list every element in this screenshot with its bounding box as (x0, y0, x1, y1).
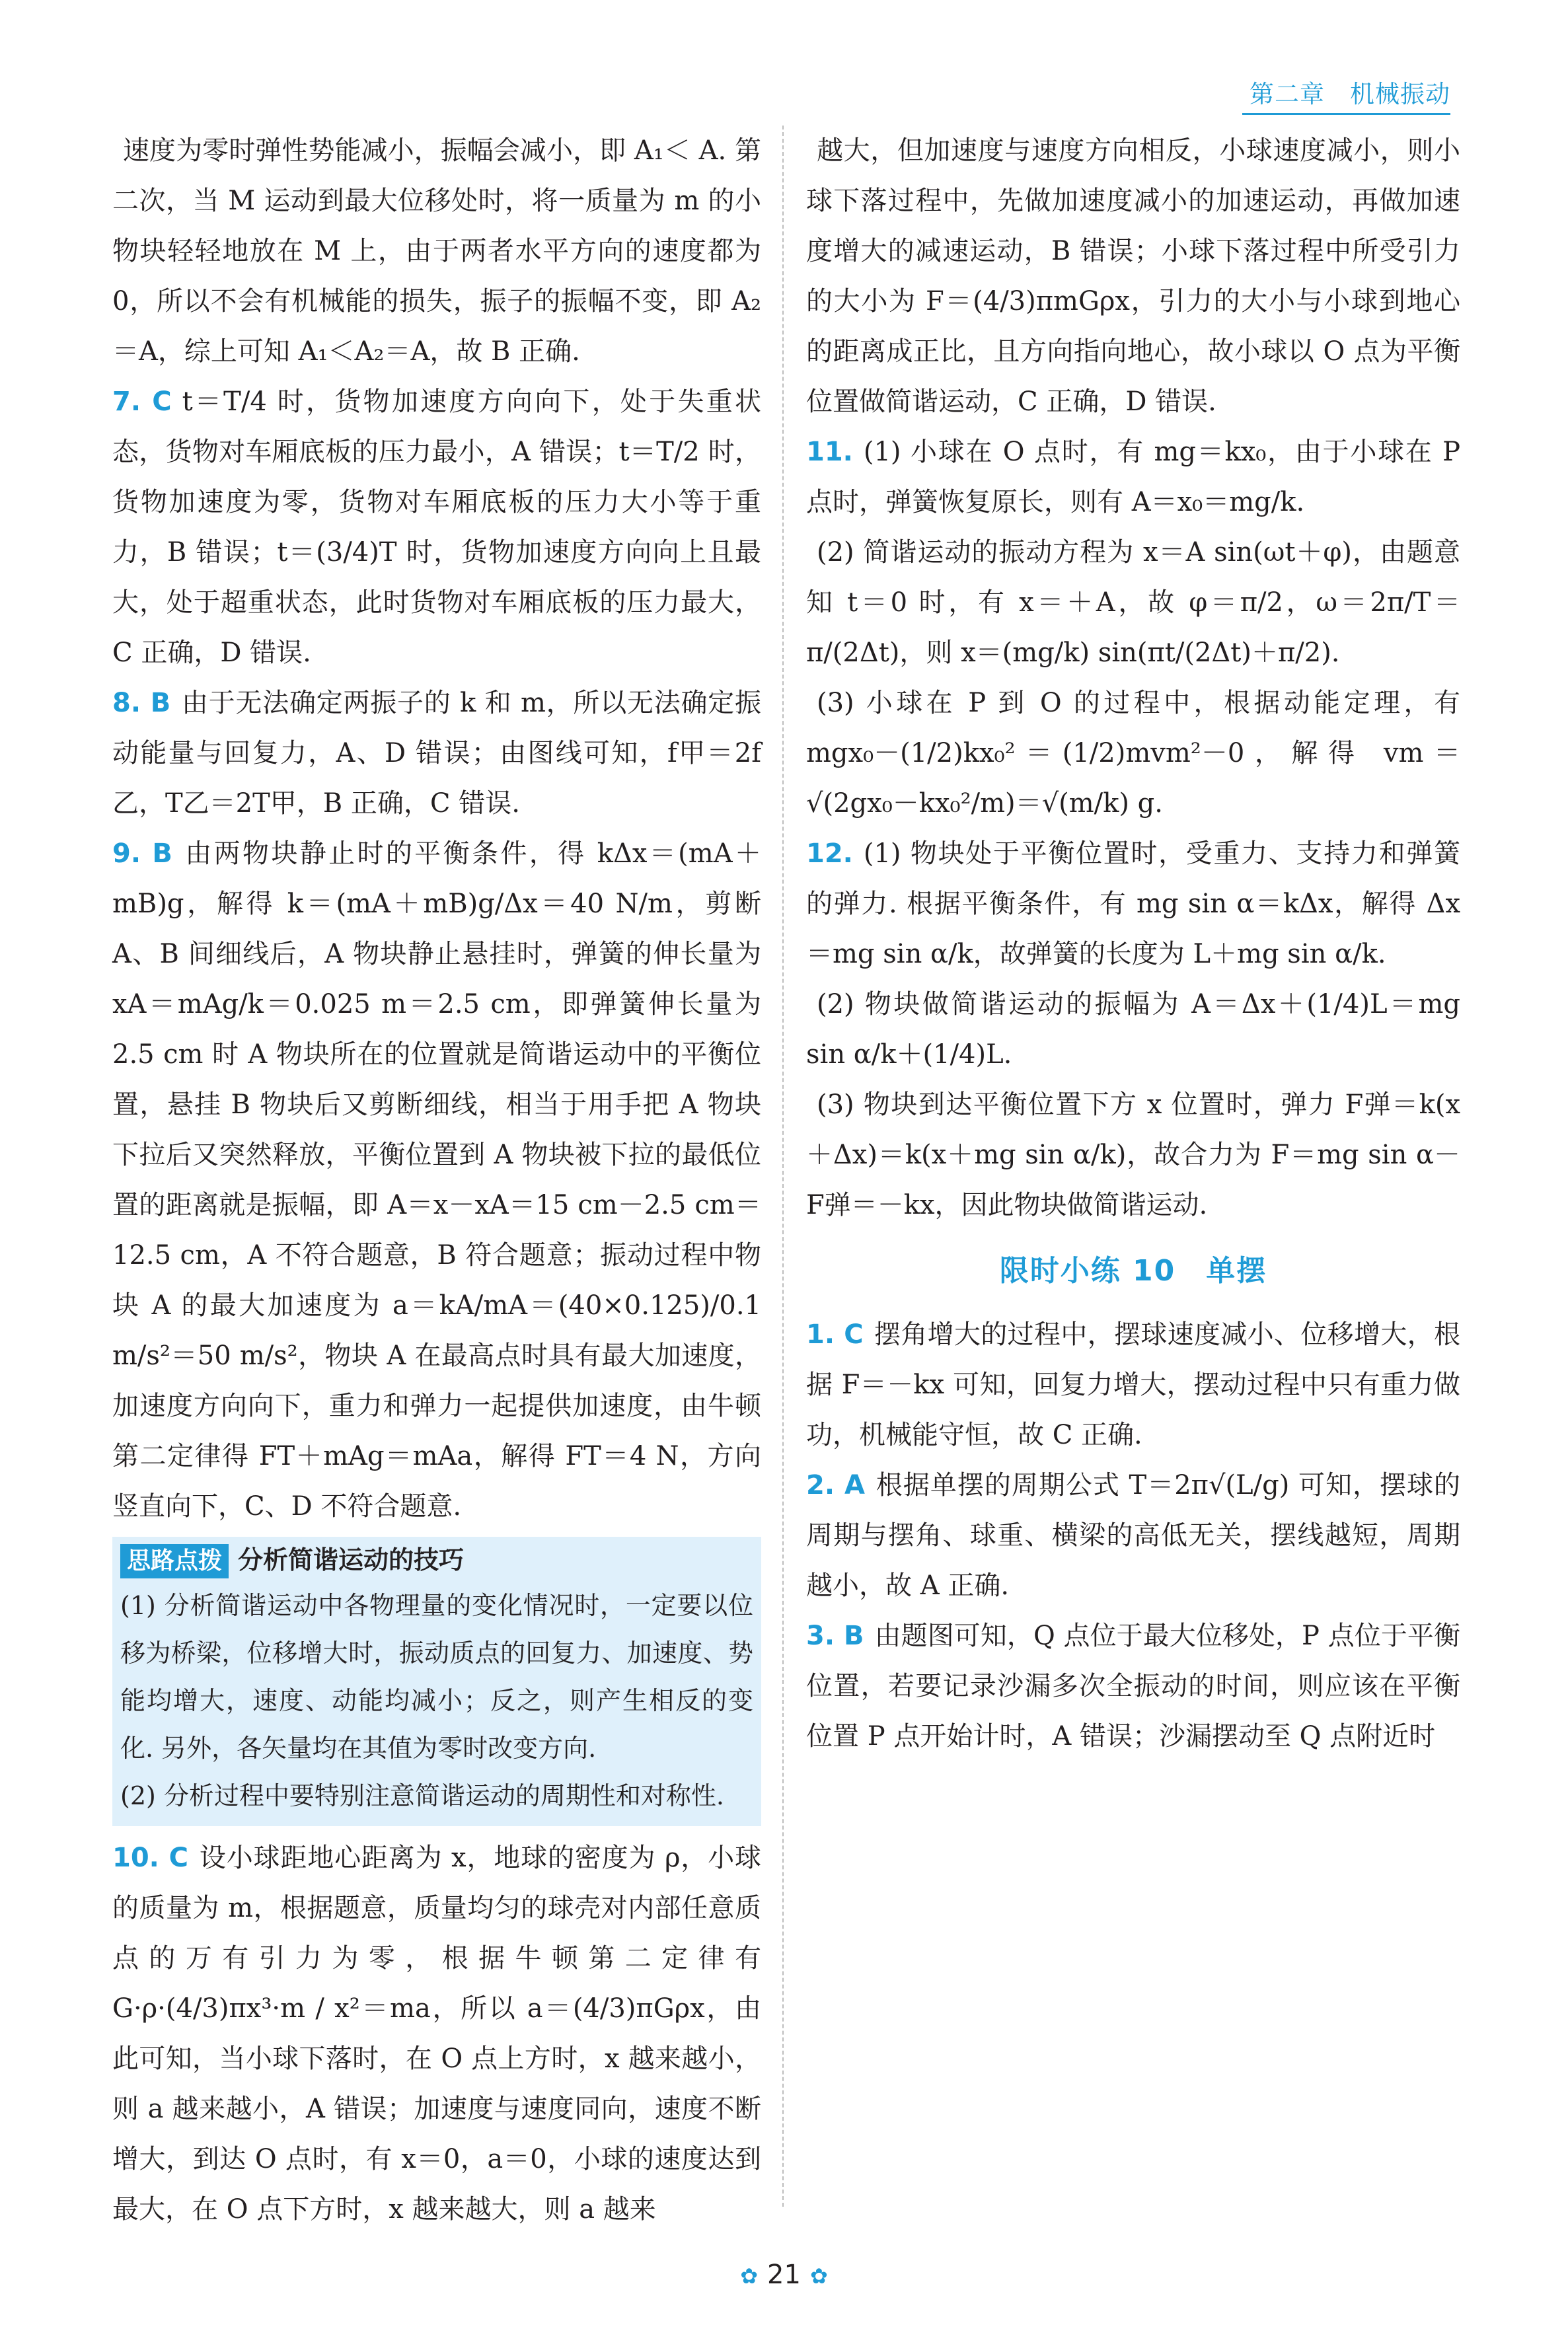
answer-7: 7. C t＝T/4 时，货物加速度方向向下，处于失重状态，货物对车厢底板的压力最小，A 错误；t＝T/2 时，货物加速度为零，货物对车厢底板的压力大小等于重力，B 错误；t＝(3/4)T 时，货物加速度方向向上且最大，处于超重状态，此时货物对车厢底板的压力最大，C 正确，D 错误. (112, 387, 761, 668)
right-column (806, 126, 1460, 1761)
tip-tag: 思路点拨 (120, 1544, 229, 1578)
page-footer (0, 2260, 1568, 2290)
answer-paragraph: 速度为零时弹性势能减小，振幅会减小，即 A₁＜ A. 第二次，当 M 运动到最大位移处时，将一质量为 m 的小物块轻轻地放在 M 上，由于两者水平方向的速度都为 0，所以不会有机械能的损失，振子的振幅不变，即 A₂＝A，综上可知 A₁＜A₂＝A，故 B 正确. (112, 135, 761, 367)
tip-line: (1) 分析简谐运动中各物理量的变化情况时，一定要以位移为桥梁，位移增大时，振动质点的回复力、加速度、势能均增大，速度、动能均减小；反之，则产生相反的变化. 另外，各矢量均在其值为零时改变方向. (120, 1591, 753, 1763)
answer-11-part2: (2) 简谐运动的振动方程为 x＝A sin(ωt＋φ)，由题意知 t＝0 时，有 x＝＋A，故 φ＝π/2，ω＝2π/T＝π/(2Δt)，则 x＝(mg/k) sin(πt/(2Δt)＋π/2). (806, 537, 1460, 668)
answer-12-part2: (2) 物块做简谐运动的振幅为 A＝Δx＋(1/4)L＝mg sin α/k＋(1/4)L. (806, 989, 1460, 1070)
answer-12: 12. (1) 物块处于平衡位置时，受重力、支持力和弹簧的弹力. 根据平衡条件，有 mg sin α＝kΔx，解得 Δx＝mg sin α/k，故弹簧的长度为 L＋mg sin α/k. (806, 838, 1460, 969)
tip-box (112, 1537, 761, 1826)
column-divider (782, 126, 784, 2207)
page-ornament-icon: ✿ (809, 2264, 828, 2289)
answer-10: 10. C 设小球距地心距离为 x，地球的密度为 ρ，小球的质量为 m，根据题意，质量均匀的球壳对内部任意质点的万有引力为零，根据牛顿第二定律有 G·ρ·(4/3)πx³·m / x²＝ma，所以 a＝(4/3)πGρx，由此可知，当小球下落时，在 O 点上方时，x 越来越小，则 a 越来越小，A 错误；加速度与速度同向，速度不断增大，到达 O 点时，有 x＝0，a＝0，小球的速度达到最大，在 O 点下方时，x 越来越大，则 a 越来 (112, 1843, 761, 2225)
tip-line: (2) 分析过程中要特别注意简谐运动的周期性和对称性. (120, 1781, 724, 1810)
answer-12-part3: (3) 物块到达平衡位置下方 x 位置时，弹力 F弹＝k(x＋Δx)＝k(x＋mg sin α/k)，故合力为 F＝mg sin α－F弹＝－kx，因此物块做简谐运动. (806, 1089, 1460, 1220)
answer-8: 8. B 由于无法确定两振子的 k 和 m，所以无法确定振动能量与回复力，A、D 错误；由图线可知，f甲＝2f乙，T乙＝2T甲，B 正确，C 错误. (112, 688, 761, 819)
practice-answer-1: 1. C 摆角增大的过程中，摆球速度减小、位移增大，根据 F＝－kx 可知，回复力增大，摆动过程中只有重力做功，机械能守恒，故 C 正确. (806, 1319, 1461, 1450)
answer-9: 9. B 由两物块静止时的平衡条件，得 kΔx＝(mA＋mB)g，解得 k＝(mA＋mB)g/Δx＝40 N/m，剪断 A、B 间细线后，A 物块静止悬挂时，弹簧的伸长量为 xA＝mAg/k＝0.025 m＝2.5 cm，即弹簧伸长量为 2.5 cm 时 A 物块所在的位置就是简谐运动中的平衡位置，悬挂 B 物块后又剪断细线，相当于用手把 A 物块下拉后又突然释放，平衡位置到 A 物块被下拉的最低位置的距离就是振幅，即 A＝x－xA＝15 cm－2.5 cm＝12.5 cm，A 不符合题意，B 符合题意；振动过程中物块 A 的最大加速度为 a＝kA/mA＝(40×0.125)/0.1 m/s²＝50 m/s²，物块 A 在最高点时具有最大加速度，加速度方向向下，重力和弹力一起提供加速度，由牛顿第二定律得 FT＋mAg＝mAa，解得 FT＝4 N，方向竖直向下，C、D 不符合题意. (112, 838, 761, 1522)
page-number: 21 (767, 2260, 801, 2290)
chapter-header: 第二章 机械振动 (1250, 80, 1450, 108)
header-rule (1242, 113, 1450, 115)
page-ornament-icon: ✿ (740, 2264, 759, 2289)
left-column (112, 126, 761, 2234)
answer-10-continued: 越大，但加速度与速度方向相反，小球速度减小，则小球下落过程中，先做加速度减小的加速运动，再做加速度增大的减速运动，B 错误；小球下落过程中所受引力的大小为 F＝(4/3)πmGρx，引力的大小与小球到地心的距离成正比，且方向指向地心，故小球以 O 点为平衡位置做简谐运动，C 正确，D 错误. (806, 135, 1460, 417)
tip-box-title: 思路点拨 分析简谐运动的技巧 (120, 1538, 753, 1582)
answer-11-part3: (3) 小球在 P 到 O 的过程中，根据动能定理，有 mgx₀－(1/2)kx₀²＝(1/2)mvm²－0，解得 vm＝√(2gx₀－kx₀²/m)＝√(m/k) g. (806, 688, 1460, 819)
section-title: 限时小练 10 单摆 (999, 1254, 1267, 1288)
practice-answer-2: 2. A 根据单摆的周期公式 T＝2π√(L/g) 可知，摆球的周期与摆角、球重、横梁的高低无关，摆线越短，周期越小，故 A 正确. (806, 1470, 1460, 1601)
answer-11: 11. (1) 小球在 O 点时，有 mg＝kx₀，由于小球在 P 点时，弹簧恢复原长，则有 A＝x₀＝mg/k. (806, 437, 1460, 517)
practice-answer-3: 3. B 由题图可知，Q 点位于最大位移处，P 点位于平衡位置，若要记录沙漏多次全振动的时间，则应该在平衡位置 P 点开始计时，A 错误；沙漏摆动至 Q 点附近时 (806, 1621, 1460, 1752)
